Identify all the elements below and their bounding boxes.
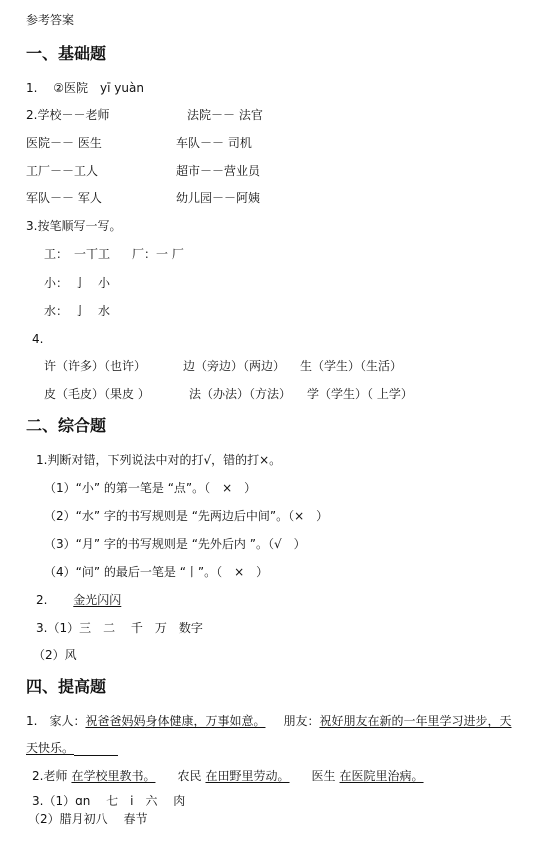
adv-q2-doctor-label: 医生 (311, 769, 336, 783)
word-group: 许（许多）（也许） (44, 359, 147, 373)
word-group: 法（办法）（方法） (189, 387, 292, 401)
basic-q2-pair: 2.学校－－老师 (26, 108, 110, 122)
stroke-order-shui: 水： 亅 水 (44, 304, 111, 318)
stroke-order-xiao: 小： 亅 小 (44, 276, 111, 290)
basic-q2-pair: 法院－－ 法官 (187, 108, 263, 122)
adv-q1-friend-label: 朋友： (283, 714, 320, 728)
judge-item: （4）“问” 的最后一笔是 “丨”。（ × ） (44, 565, 269, 579)
comp-q3-line2: （2）风 (33, 648, 77, 662)
adv-q2 (32, 768, 424, 784)
adv-q1-friend-a: 祝好朋友在新的一年里学习进步，天 (319, 714, 512, 728)
basic-q2-pair: 军队－－ 军人 (26, 191, 102, 205)
basic-q2-pair: 医院－－ 医生 (26, 136, 102, 150)
basic-q4-number: 4. (32, 332, 44, 346)
basic-q2-pair: 超市－－营业员 (176, 164, 261, 178)
judge-item: （1）“小” 的第一笔是 “点”。（ × ） (44, 481, 257, 495)
answer-blank (74, 743, 118, 756)
judge-item: （3）“月” 字的书写规则是 “先外后内 ”。（√ ） (44, 537, 306, 551)
comp-q1-title: 1.判断对错，下列说法中对的打√，错的打×。 (36, 453, 282, 467)
section-basic-title: 一、基础题 (26, 44, 107, 63)
word-group: 皮（毛皮）（果皮 ） (44, 387, 150, 401)
adv-q1-friend-b: 天快乐。 (26, 741, 75, 755)
basic-q3-title: 3.按笔顺写一写。 (26, 219, 122, 233)
adv-q3-line1: 3.（1）ɑn 七 i 六 肉 (32, 794, 186, 808)
page-header: 参考答案 (26, 13, 75, 27)
basic-q2-pair: 车队－－ 司机 (176, 136, 252, 150)
adv-q2-doctor: 在医院里治病。 (339, 769, 424, 783)
word-group: 学（学生）（ 上学） (307, 387, 413, 401)
section-advanced-title: 四、提高题 (26, 677, 107, 696)
adv-q2-farmer: 在田野里劳动。 (205, 769, 290, 783)
basic-q2-pair: 幼儿园－－阿姨 (176, 191, 261, 205)
word-group: 生（学生）（生活） (300, 359, 403, 373)
comp-q3-line1: 3.（1）三 二 千 万 数字 (36, 621, 203, 635)
comp-q2-answer: 金光闪闪 (73, 593, 122, 607)
adv-q1-line1 (26, 713, 512, 729)
adv-q2-farmer-label: 农民 (177, 769, 202, 783)
stroke-order-gong: 工： 一丅工 (44, 247, 111, 261)
basic-q1: 1. ②医院 yī yuàn (26, 81, 144, 95)
adv-q1-line2 (26, 740, 118, 756)
word-group: 边（旁边）（两边） (183, 359, 286, 373)
section-comprehensive-title: 二、综合题 (26, 416, 107, 435)
adv-q2-prefix: 2.老师 (32, 769, 68, 783)
comp-q2 (36, 592, 121, 608)
stroke-order-chang: 厂：一 厂 (132, 247, 184, 261)
judge-item: （2）“水” 字的书写规则是 “先两边后中间”。（× ） (44, 509, 329, 523)
comp-q2-number: 2. (36, 593, 48, 607)
adv-q3-line2: （2）腊月初八 春节 (28, 812, 148, 826)
adv-q1-family: 祝爸爸妈妈身体健康，万事如意。 (85, 714, 266, 728)
basic-q2-pair: 工厂－－工人 (26, 164, 99, 178)
adv-q2-teacher: 在学校里教书。 (71, 769, 156, 783)
adv-q1-prefix: 1. 家人： (26, 714, 86, 728)
